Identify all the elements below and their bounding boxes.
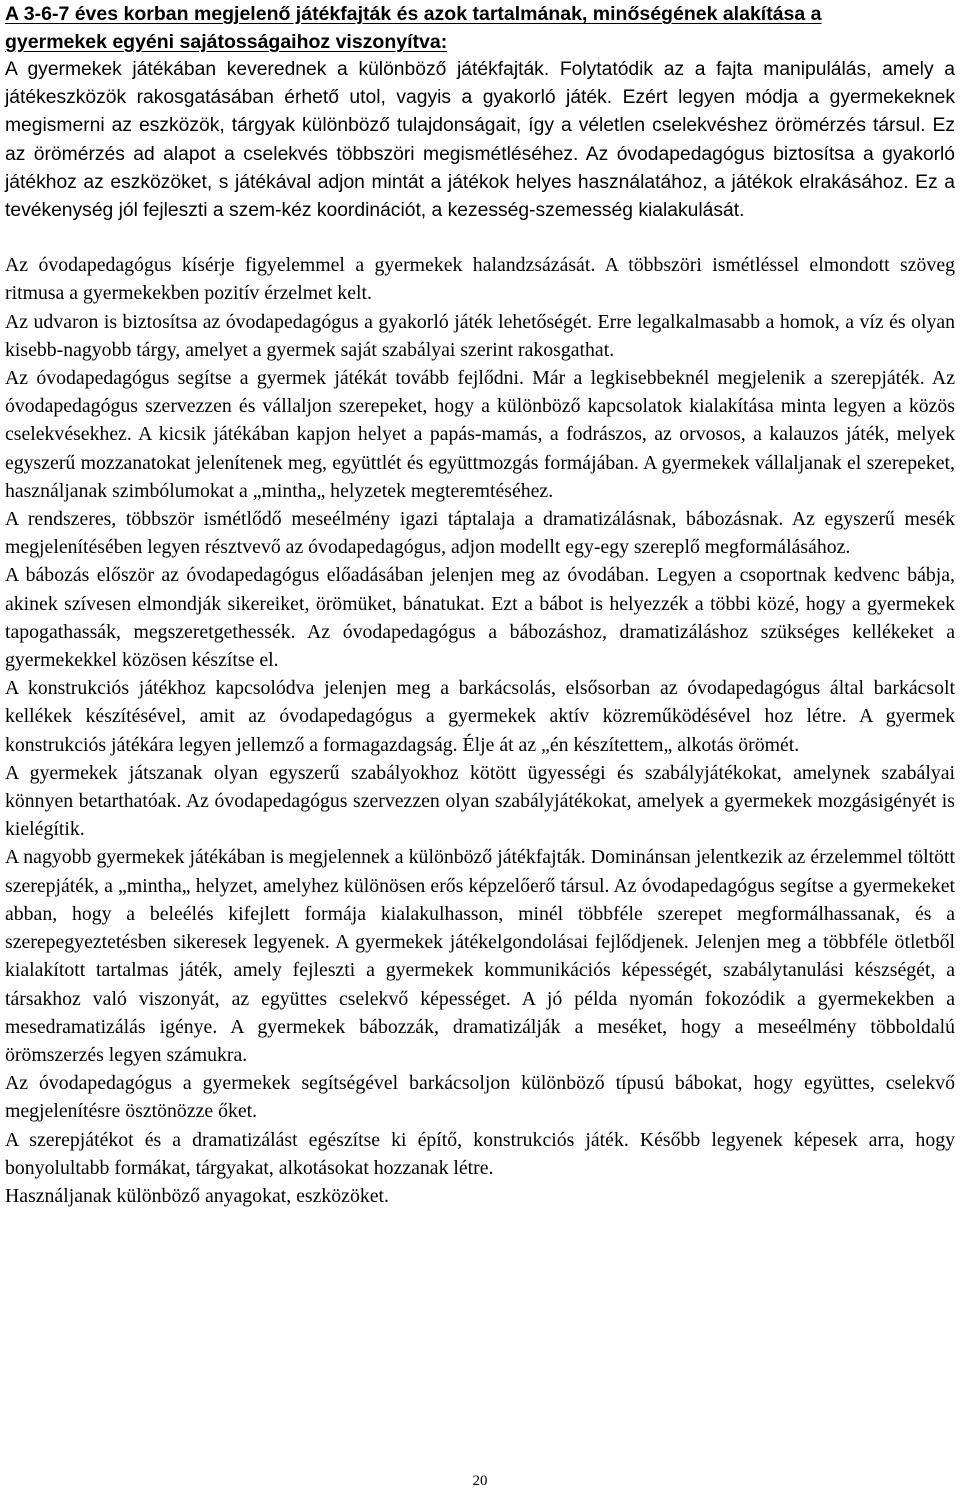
heading-line-2: gyermekek egyéni sajátosságaihoz viszonyítva: xyxy=(5,31,448,53)
paragraph-5: A rendszeres, többször ismétlődő meseélmény igazi táptalaja a dramatizálásnak, bábozásnak. Az egyszerű mesék megjelenítésében legyen résztvevő az óvodapedagógus, adjon modellt egy-egy szereplő megformálásához. xyxy=(5,508,955,559)
paragraph-3: Az udvaron is biztosítsa az óvodapedagógus a gyakorló játék lehetőségét. Erre legalkalmasabb a homok, a víz és olyan kisebb-nagyobb tárgy, amelyet a gyermek saját szabályai szerint rakosgathat. xyxy=(5,310,955,361)
paragraph-8: A gyermekek játszanak olyan egyszerű szabályokhoz kötött ügyességi és szabályjátékokat, amelynek szabályai könnyen betarthatóak. Az óvodapedagógus szervezzen olyan szabályjátékokat, amelyek a gyermekek mozgásigényét is kielégítik. xyxy=(5,761,955,841)
paragraph-2: Az óvodapedagógus kísérje figyelemmel a gyermekek halandzsázását. A többszöri ismétléssel elmondott szöveg ritmusa a gyermekekben pozitív érzelmet kelt. xyxy=(5,254,955,305)
paragraph-6: A bábozás először az óvodapedagógus előadásában jelenjen meg az óvodában. Legyen a csoportnak kedvenc bábja, akinek szívesen elmondják sikereiket, örömüket, bánatukat. Ezt a bábot is helyezzék a többi közé, hogy a gyermekek tapogathassák, megszeretgethessék. Az óvodapedagógus a bábozáshoz, dramatizáláshoz szükséges kellékeket a gyermekekkel közösen készítse el. xyxy=(5,564,955,672)
paragraph-1: A gyermekek játékában keverednek a különböző játékfajták. Folytatódik az a fajta manipulálás, amely a játékeszközök rakosgatásában érhető utol, vagyis a gyakorló játék. Ezért legyen módja a gyermekeknek megismerni az eszközök, tárgyak különböző tulajdonságait, így a véletlen cselekvéshez örömérzés társul. Ez az örömérzés ad alapot a cselekvés többszöri megismétléséhez. Az óvodapedagógus biztosítsa a gyakorló játékhoz az eszközöket, s játékával adjon mintát a játékok helyes használatához, a játékok elrakásához. Ez a tevékenység jól fejleszti a szem-kéz koordinációt, a kezesség-szemesség kialakulását. xyxy=(5,59,955,222)
paragraph-7: A konstrukciós játékhoz kapcsolódva jelenjen meg a barkácsolás, elsősorban az óvodapedagógus által barkácsolt kellékek készítésével, amit az óvodapedagógus a gyermekek aktív közreműködésével hoz létre. A gyermek konstrukciós játékára legyen jellemző a formagazdagság. Élje át az „én készítettem„ alkotás örömét. xyxy=(5,677,955,756)
paragraph-9: A nagyobb gyermekek játékában is megjelennek a különböző játékfajták. Dominánsan jelentkezik az érzelemmel töltött szerepjáték, a „mintha„ helyzet, amelyhez különösen erős képzelőerő társul. Az óvodapedagógus segítse a gyermekeket abban, hogy a beleélés kifejlett formája kialakulhasson, minél többféle szerepet megformálhassanak, és a szerepegyeztetésben sikeresek legyenek. A gyermekek játékelgondolásai fejlődjenek. Jelenjen meg a többféle ötletből kialakított tartalmas játék, amely fejleszti a gyermekek kommunikációs képességét, szabálytanulási készségét, a társakhoz való viszonyát, az együttes cselekvő képességet. A jó példa nyomán fokozódik a gyermekekben a mesedramatizálás igénye. A gyermekek bábozzák, dramatizálják a meséket, hogy a meseélmény többoldalú örömszerzés legyen számukra. xyxy=(5,846,955,1066)
section-heading xyxy=(5,0,955,56)
paragraph-gap xyxy=(5,225,955,251)
page-number: 20 xyxy=(472,1473,488,1489)
paragraph-10: Az óvodapedagógus a gyermekek segítségével barkácsoljon különböző típusú bábokat, hogy együttes, cselekvő megjelenítésre ösztönözze őket. xyxy=(5,1072,955,1123)
paragraph-12: Használjanak különböző anyagokat, eszközöket. xyxy=(5,1184,389,1207)
paragraph-11: A szerepjátékot és a dramatizálást egészítse ki építő, konstrukciós játék. Később legyenek képesek arra, hogy bonyolultabb formákat, tárgyakat, alkotásokat hozzanak létre. xyxy=(5,1128,955,1179)
paragraph-4: Az óvodapedagógus segítse a gyermek játékát tovább fejlődni. Már a legkisebbeknél megjelenik a szerepjáték. Az óvodapedagógus szervezzen és vállaljon szerepeket, hogy a különböző kapcsolatok kialakítása minta legyen a közös cselekvésekhez. A kicsik játékában kapjon helyet a papás-mamás, a fodrászos, az orvosos, a kalauzos játék, melyek egyszerű mozzanatokat jelenítenek meg, együttlét és együttmozgás formájában. A gyermekek vállaljanak el szerepeket, használjanak szimbólumokat a „mintha„ helyzetek megteremtéséhez. xyxy=(5,367,955,502)
heading-line-1: A 3-6-7 éves korban megjelenő játékfajták és azok tartalmának, minőségének alakítása a xyxy=(5,3,822,25)
